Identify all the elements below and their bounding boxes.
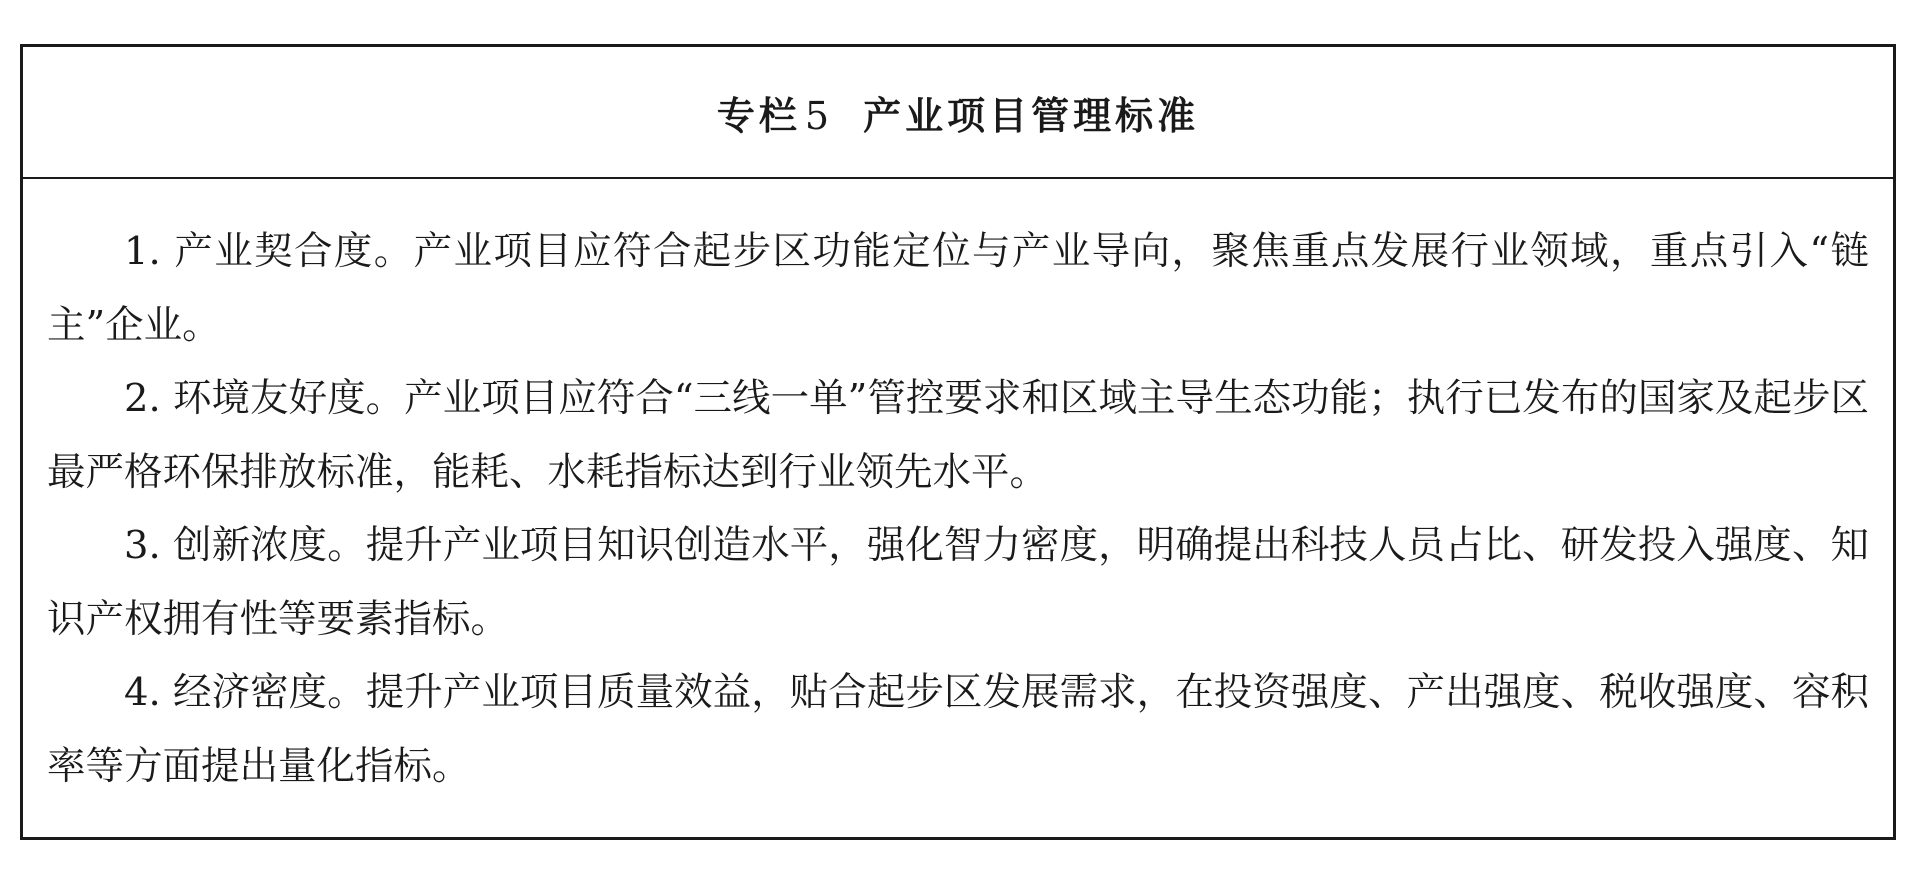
column-title-text: 产业项目管理标准 (863, 93, 1200, 138)
column-title (717, 85, 1199, 140)
column-header (23, 47, 1893, 179)
paragraph-innovation: 3. 创新浓度。提升产业项目知识创造水平，强化智力密度，明确提出科技人员占比、研发投入强度、知识产权拥有性等要素指标。 (47, 523, 1869, 642)
column-number: 5 (804, 93, 834, 138)
column-label: 专栏 (716, 93, 801, 138)
paragraph-economic: 4. 经济密度。提升产业项目质量效益，贴合起步区发展需求，在投资强度、产出强度、税收强度、容积率等方面提出量化指标。 (47, 670, 1869, 789)
column-box (20, 44, 1896, 840)
paragraph-environment: 2. 环境友好度。产业项目应符合“三线一单”管控要求和区域主导生态功能；执行已发布的国家及起步区最严格环保排放标准，能耗、水耗指标达到行业领先水平。 (47, 376, 1869, 495)
column-body (23, 179, 1893, 803)
paragraph-industry-fit: 1. 产业契合度。产业项目应符合起步区功能定位与产业导向，聚焦重点发展行业领域，重点引入“链主”企业。 (47, 229, 1869, 348)
